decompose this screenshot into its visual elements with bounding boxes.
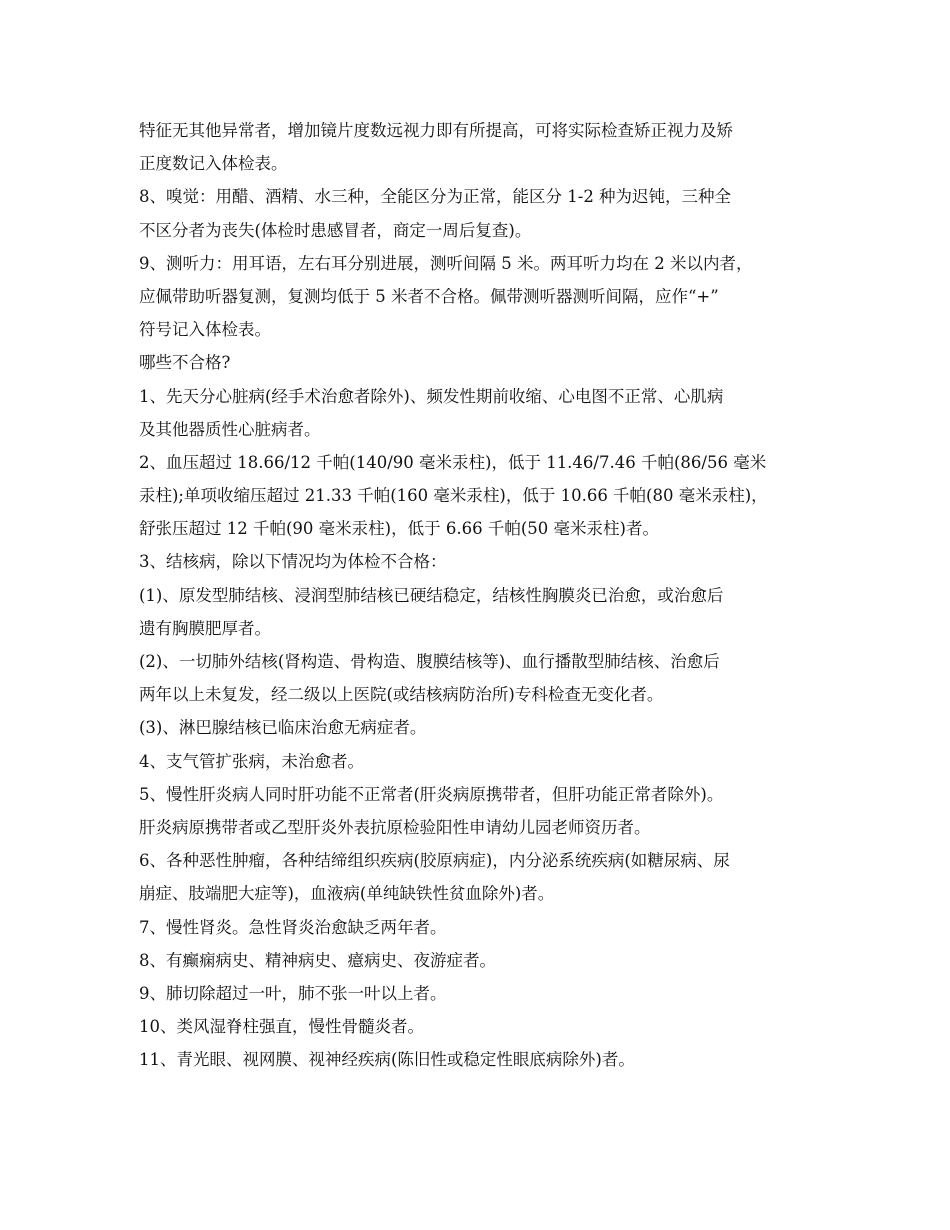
text-line: 11、青光眼、视网膜、视神经疾病(陈旧性或稳定性眼底病除外)者。: [139, 1050, 635, 1070]
text-line: 不区分者为丧失(体检时患感冒者，商定一周后复查)。: [139, 220, 532, 240]
text-line: (1)、原发型肺结核、浸润型肺结核已硬结稳定，结核性胸膜炎已治愈，或治愈后: [139, 585, 724, 605]
text-line: 遗有胸膜肥厚者。: [139, 618, 271, 638]
text-line: 4、支气管扩张病，未治愈者。: [139, 751, 364, 771]
text-line: (2)、一切肺外结核(肾构造、骨构造、腹膜结核等)、血行播散型肺结核、治愈后: [139, 652, 720, 671]
text-line: 两年以上未复发，经二级以上医院(或结核病防治所)专科检查无变化者。: [139, 685, 664, 705]
section-heading: 哪些不合格?: [139, 353, 231, 373]
text-line: 及其他器质性心脏病者。: [139, 419, 321, 439]
text-line: 1、先天分心脏病(经手术治愈者除外)、频发性期前收缩、心电图不正常、心肌病: [139, 386, 724, 406]
text-line: 9、测听力：用耳语，左右耳分别进展，测听间隔 5 米。两耳听力均在 2 米以内者，: [139, 253, 753, 273]
text-line: 3、结核病，除以下情况均为体检不合格：: [139, 552, 447, 572]
text-line: 8、嗅觉：用醋、酒精、水三种，全能区分为正常，能区分 1-2 种为迟钝，三种全: [139, 187, 732, 207]
text-line: 10、类风湿脊柱强直，慢性骨髓炎者。: [139, 1017, 424, 1037]
text-line: 5、慢性肝炎病人同时肝功能不正常者(肝炎病原携带者，但肝功能正常者除外)。: [139, 784, 724, 804]
document-body: [139, 114, 829, 1076]
text-line: 特征无其他异常者，增加镜片度数远视力即有所提高，可将实际检查矫正视力及矫: [139, 121, 733, 140]
text-line: 舒张压超过 12 千帕(90 毫米汞柱)，低于 6.66 千帕(50 毫米汞柱)者。: [139, 519, 659, 539]
text-line: 6、各种恶性肿瘤，各种结缔组织疾病(胶原病症)，内分泌系统疾病(如糖尿病、尿: [139, 851, 730, 871]
text-line: 2、血压超过 18.66/12 千帕(140/90 毫米汞柱)，低于 11.46/7.46 千帕(86/56 毫米: [139, 452, 767, 472]
text-line: 8、有癫痫病史、精神病史、癔病史、夜游症者。: [139, 950, 496, 970]
text-line: 7、慢性肾炎。急性肾炎治愈缺乏两年者。: [139, 917, 447, 937]
text-line: 汞柱);单项收缩压超过 21.33 千帕(160 毫米汞柱)，低于 10.66 千帕(80 毫米汞柱)，: [139, 486, 768, 506]
text-line: 肝炎病原携带者或乙型肝炎外表抗原检验阳性申请幼儿园老师资历者。: [139, 817, 651, 837]
text-line: 9、肺切除超过一叶，肺不张一叶以上者。: [139, 983, 447, 1003]
text-line: 正度数记入体检表。: [139, 154, 288, 174]
text-line: (3)、淋巴腺结核已临床治愈无病症者。: [139, 718, 427, 738]
text-line: 崩症、肢端肥大症等)，血液病(单纯缺铁性贫血除外)者。: [139, 884, 555, 904]
text-line: 符号记入体检表。: [139, 320, 271, 340]
text-line: 应佩带助听器复测，复测均低于 5 米者不合格。佩带测听器测听间隔，应作“+”: [139, 286, 719, 306]
